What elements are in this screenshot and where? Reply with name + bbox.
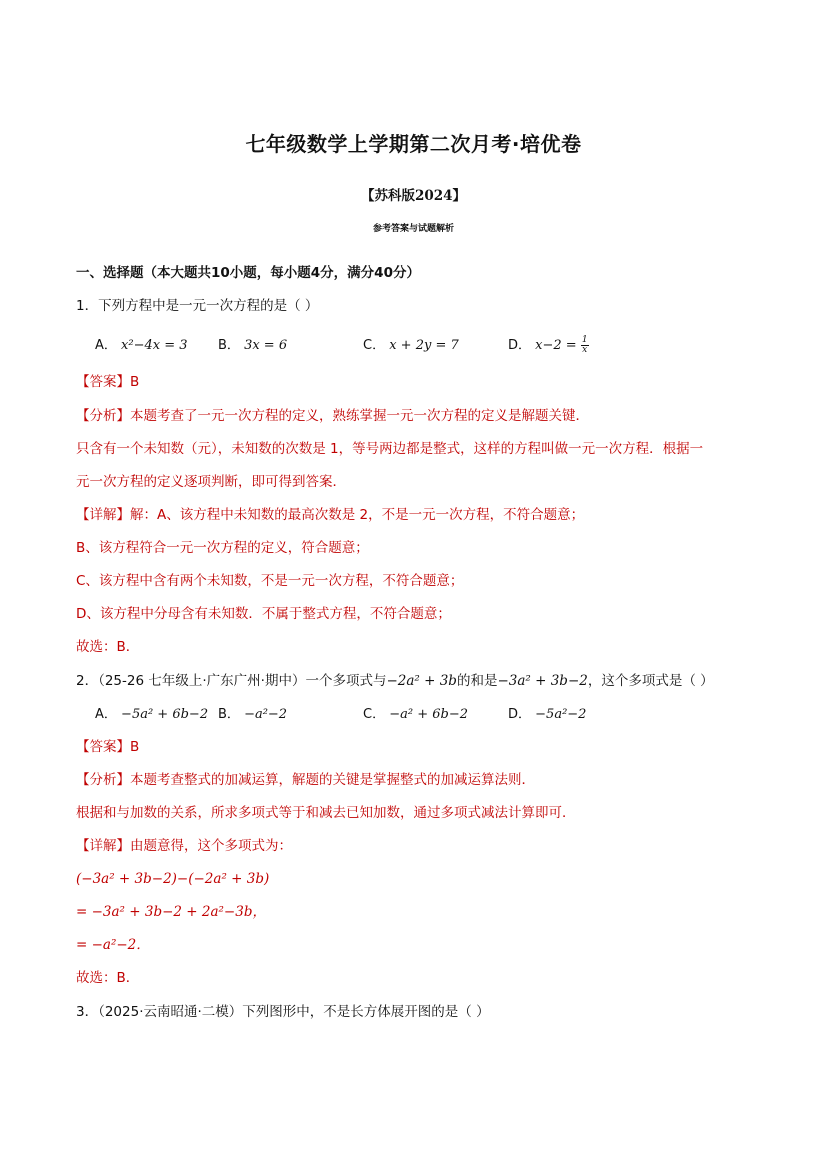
q1-option-a-math: x²−4x = 3: [121, 338, 188, 353]
q1-option-c-math: x + 2y = 7: [389, 338, 459, 353]
q2-option-d-label: D．: [508, 707, 532, 722]
q2-step-2: = −3a² + 3b−2 + 2a²−3b，: [76, 904, 266, 920]
q1-option-a-label: A．: [95, 338, 117, 353]
q1-answer: 【答案】B: [76, 374, 140, 390]
q2-option-d[interactable]: [508, 705, 586, 725]
q1-analysis-1: 【分析】本题考查了一元一次方程的定义，熟练掌握一元一次方程的定义是解题关键．: [76, 408, 589, 424]
q1-stem: 1．下列方程中是一元一次方程的是（ ）: [76, 298, 319, 314]
q2-option-c-math: −a² + 6b−2: [389, 707, 468, 722]
q2-option-d-math: −5a²−2: [535, 707, 587, 722]
q2-analysis-2: 根据和与加数的关系，所求多项式等于和减去已知加数，通过多项式减法计算即可．: [76, 805, 576, 821]
q1-option-d[interactable]: [508, 336, 589, 356]
q2-answer: 【答案】B: [76, 739, 140, 755]
q2-option-c-label: C．: [363, 707, 386, 722]
q1-analysis-3: 元一次方程的定义逐项判断，即可得到答案．: [76, 474, 346, 490]
q1-detail-3: C、该方程中含有两个未知数，不是一元一次方程，不符合题意；: [76, 573, 464, 589]
q2-detail-1: 【详解】由题意得，这个多项式为：: [76, 838, 292, 854]
q1-detail-4: D、该方程中分母含有未知数．不属于整式方程，不符合题意；: [76, 606, 451, 622]
q2-step-3: = −a²−2．: [76, 937, 150, 953]
q2-stem-mid: 的和是: [456, 673, 498, 689]
q1-conclusion: 故选：B．: [76, 639, 140, 655]
q2-conclusion: 故选：B．: [76, 970, 140, 986]
q1-detail-2: B、该方程符合一元一次方程的定义，符合题意；: [76, 540, 369, 556]
q2-option-b-math: −a²−2: [244, 707, 288, 722]
page-subtitle: 参考答案与试题解析: [372, 224, 454, 234]
q1-option-d-label: D．: [508, 338, 532, 353]
q2-option-a-math: −5a² + 6b−2: [121, 707, 209, 722]
q2-stem-suffix: ，这个多项式是（ ）: [587, 673, 714, 689]
q1-option-b[interactable]: [218, 336, 287, 356]
q2-option-a[interactable]: [95, 705, 208, 725]
q2-option-b[interactable]: [218, 705, 287, 725]
q3-stem: 3．（2025·云南昭通·二模）下列图形中，不是长方体展开图的是（ ）: [76, 1004, 490, 1020]
section-heading: 一、选择题（本大题共10小题，每小题4分，满分40分）: [76, 265, 420, 281]
q1-analysis-2: 只含有一个未知数（元），未知数的次数是 1，等号两边都是整式，这样的方程叫做一元一次方程．根据一: [76, 441, 704, 457]
q1-option-d-fraction: [581, 336, 589, 355]
q2-stem-expr1: −2a² + 3b: [386, 673, 457, 689]
q2-stem-expr2: −3a² + 3b−2: [497, 673, 588, 689]
q1-option-d-math: x−2 =: [535, 338, 577, 353]
q2-option-a-label: A．: [95, 707, 117, 722]
q1-detail-1: 【详解】解：A、该方程中未知数的最高次数是 2，不是一元一次方程，不符合题意；: [76, 507, 585, 523]
q1-option-b-math: 3x = 6: [244, 338, 288, 353]
q2-stem: [76, 671, 714, 691]
q2-option-b-label: B．: [218, 707, 240, 722]
q2-analysis-1: 【分析】本题考查整式的加减运算，解题的关键是掌握整式的加减运算法则．: [76, 772, 535, 788]
q2-step-1: (−3a² + 3b−2)−(−2a² + 3b): [76, 871, 270, 887]
q2-stem-prefix: 2．（25-26 七年级上·广东广州·期中）一个多项式与: [76, 673, 387, 689]
q1-option-c-label: C．: [363, 338, 386, 353]
fraction-numerator: 1: [581, 335, 588, 345]
edition-label: 【苏科版2024】: [360, 188, 467, 204]
q1-option-b-label: B．: [218, 338, 240, 353]
q1-option-a[interactable]: [95, 336, 188, 356]
q1-option-c[interactable]: [363, 336, 459, 356]
page-title: 七年级数学上学期第二次月考·培优卷: [245, 132, 582, 156]
q2-option-c[interactable]: [363, 705, 468, 725]
fraction-denominator: x: [582, 345, 588, 355]
